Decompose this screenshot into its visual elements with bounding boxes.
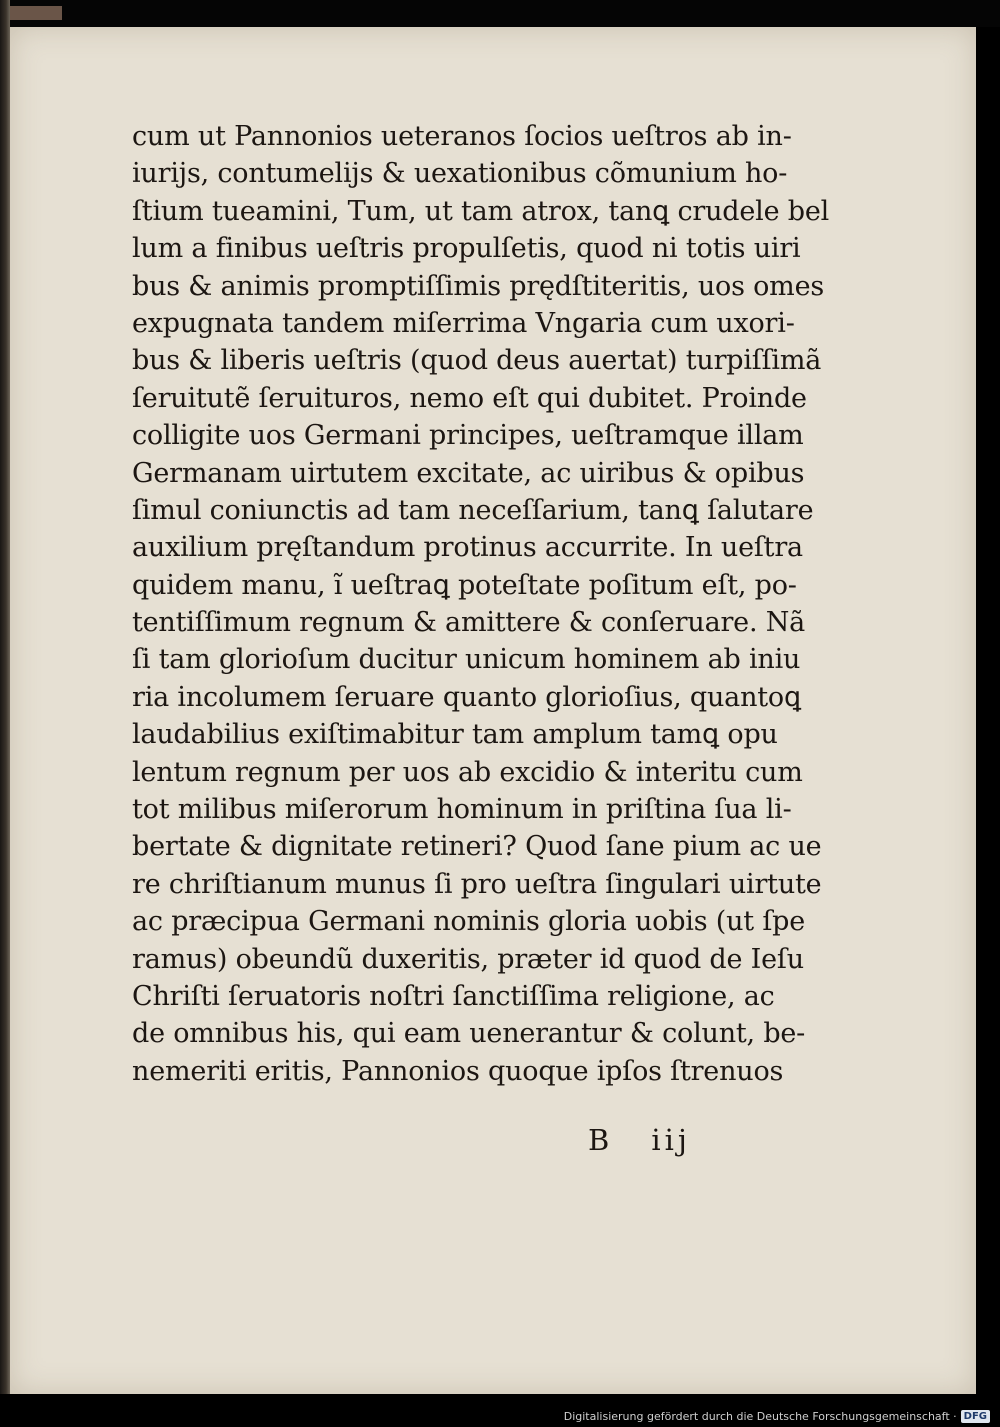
- text-line: auxilium pręſtandum protinus accurrite. In ueſtra: [132, 532, 803, 564]
- text-line: expugnata tandem miſerrima Vngaria cum uxori-: [132, 307, 795, 339]
- text-line: ac præcipua Germani nominis gloria uobis (ut ſpe: [132, 906, 805, 938]
- text-line: ſi tam glorioſum ducitur unicum hominem ab iniu: [132, 644, 801, 676]
- footer-text: Digitalisierung gefördert durch die Deutsche Forschungsgemeinschaft ·: [563, 1410, 957, 1423]
- text-line: ramus) obeundũ duxeritis, præter id quod de Ieſu: [132, 943, 804, 975]
- dfg-logo-icon: DFG: [961, 1410, 990, 1423]
- text-line: bus & animis promptiſſimis prędſtiteritis, uos omes: [132, 270, 825, 302]
- text-line: lum a finibus ueſtris propulſetis, quod ni totis uiri: [132, 233, 801, 265]
- text-line: Chriſti ſeruatoris noſtri ſanctiſſima religione, ac: [132, 980, 775, 1012]
- page-text: [132, 118, 832, 1090]
- signature-letter: B: [588, 1123, 614, 1157]
- digitization-footer: [564, 1410, 990, 1423]
- signature-number: iij: [651, 1123, 691, 1157]
- text-line: Germanam uirtutem excitate, ac uiribus & opibus: [132, 457, 805, 489]
- top-border: [0, 0, 1000, 27]
- text-line: tot milibus miſerorum hominum in priſtina ſua li-: [132, 794, 792, 826]
- text-line: ſtium tueamini, Tum, ut tam atrox, tanꝗ crudele bel: [132, 195, 830, 227]
- text-line: lentum regnum per uos ab excidio & interitu cum: [132, 756, 803, 788]
- text-line: bertate & dignitate retineri? Quod ſane pium ac ue: [132, 831, 822, 863]
- text-line: bus & liberis ueſtris (quod deus auertat) turpiſſimã: [132, 345, 822, 377]
- text-line: tentiſſimum regnum & amittere & conſeruare. Nã: [132, 607, 806, 639]
- text-line: ſeruitutẽ ſeruituros, nemo eſt qui dubitet. Proinde: [132, 382, 807, 414]
- text-line: colligite uos Germani principes, ueſtramque illam: [132, 420, 804, 452]
- signature-mark: [588, 1123, 729, 1157]
- page-left-edge: [0, 0, 10, 1394]
- text-line: de omnibus his, qui eam uenerantur & colunt, be-: [132, 1018, 806, 1050]
- text-line: iurijs, contumelijs & uexationibus cõmunium ho-: [132, 158, 788, 190]
- text-line: quidem manu, ĩ ueſtraꝗ poteſtate poſitum eſt, po-: [132, 569, 797, 601]
- text-line: nemeriti eritis, Pannonios quoque ipſos ſtrenuos: [132, 1055, 784, 1087]
- text-line: ſimul coniunctis ad tam neceſſarium, tanꝗ ſalutare: [132, 494, 814, 526]
- text-line: re chriſtianum munus ſi pro ueſtra ſingulari uirtute: [132, 868, 822, 900]
- text-line: ria incolumem ſeruare quanto glorioſius, quantoꝗ: [132, 681, 801, 713]
- text-line: cum ut Pannonios ueteranos ſocios ueſtros ab in-: [132, 121, 792, 152]
- text-line: laudabilius exiſtimabitur tam amplum tamꝗ opu: [132, 719, 778, 751]
